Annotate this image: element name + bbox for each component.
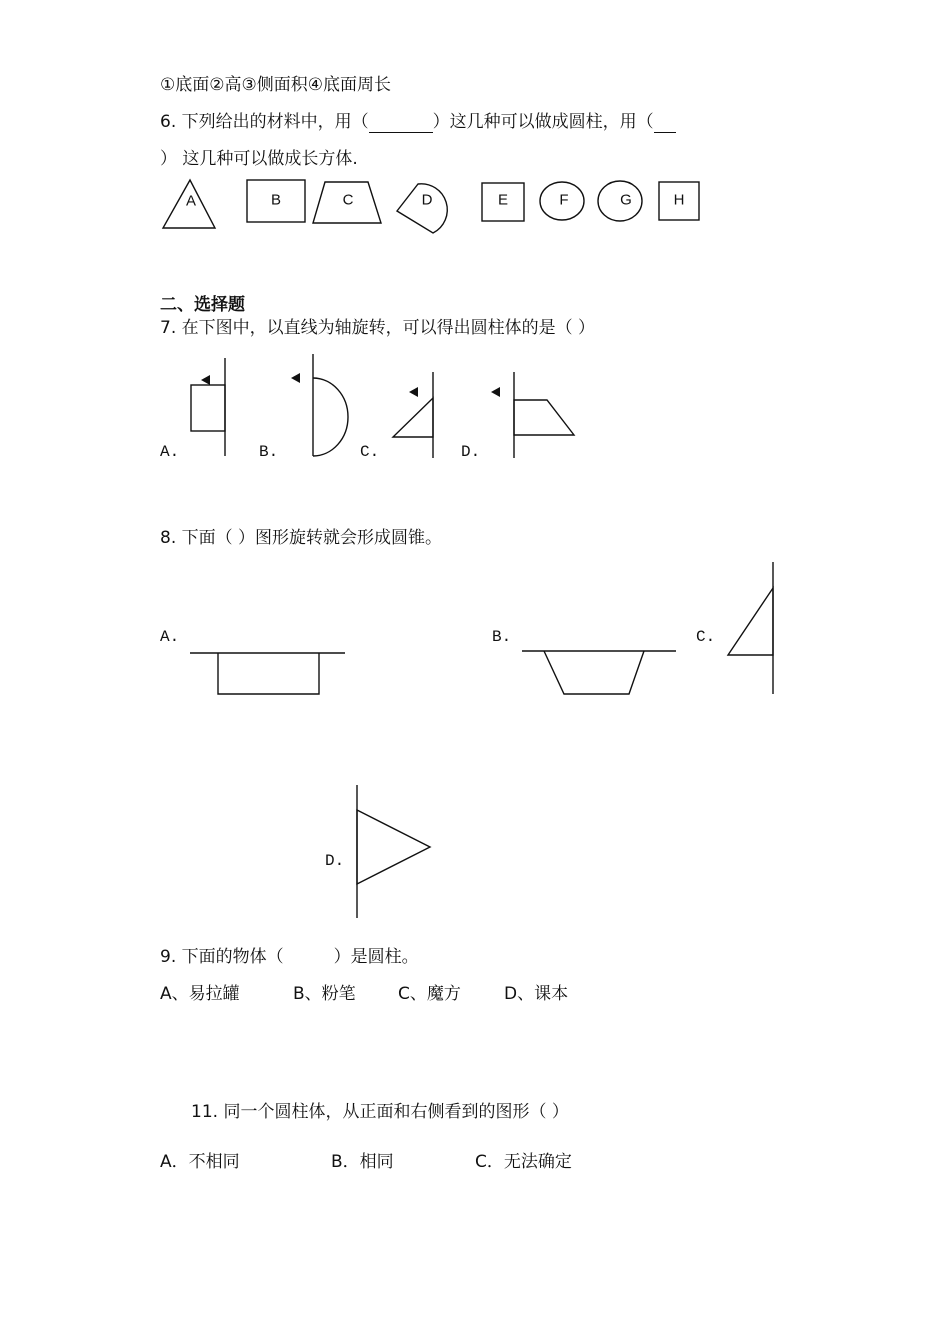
q9-option-b[interactable]: B、粉笔 — [293, 984, 356, 1004]
q8-d-triangle — [357, 810, 430, 884]
q7-d-trapezoid — [514, 400, 574, 435]
q6-line2: ） 这几种可以做成长方体. — [160, 149, 358, 169]
q7-c-arrow-icon — [409, 387, 418, 397]
q11-question — [191, 1101, 569, 1123]
q8-a-rectangle — [218, 653, 319, 694]
q8-option-a[interactable]: A. — [160, 628, 180, 646]
q5-options: ①底面②高③侧面积④底面周长 — [160, 75, 391, 95]
q9-text-a: 下面的物体（ — [181, 947, 284, 967]
q8-question — [160, 527, 442, 549]
q8-b-trapezoid — [544, 651, 644, 694]
q6-shape-a-label: A — [185, 192, 197, 210]
q9-question — [160, 946, 419, 968]
q7-c-triangle — [393, 398, 433, 437]
q11-option-c[interactable]: C．无法确定 — [475, 1152, 572, 1172]
q7-d-arrow-icon — [491, 387, 500, 397]
q9-text-b: ）是圆柱。 — [333, 947, 419, 967]
q6-text-b: ）这几种可以做成圆柱，用（ — [432, 112, 654, 132]
q8-option-d[interactable]: D. — [325, 852, 345, 870]
section-2-title: 二、选择题 — [160, 295, 245, 315]
q9-number: 9. — [160, 947, 177, 967]
q7-option-b[interactable]: B. — [259, 443, 279, 461]
q8-option-c[interactable]: C. — [696, 628, 716, 646]
q9-option-d[interactable]: D、课本 — [504, 984, 569, 1004]
q7-text: 在下图中，以直线为轴旋转，可以得出圆柱体的是（ ） — [181, 318, 596, 338]
q6-shape-b-label: B — [270, 191, 282, 209]
q7-b-semicircle — [313, 378, 348, 456]
q9-option-c[interactable]: C、魔方 — [398, 984, 461, 1004]
q9-option-a[interactable]: A、易拉罐 — [160, 984, 240, 1004]
q11-option-a[interactable]: A．不相同 — [160, 1152, 240, 1172]
q7-a-rectangle — [191, 385, 225, 431]
q6-number: 6. — [160, 112, 177, 132]
q7-a-arrow-icon — [201, 375, 210, 385]
q7-option-a[interactable]: A. — [160, 443, 180, 461]
q11-option-b[interactable]: B．相同 — [331, 1152, 394, 1172]
q6-shape-c-label: C — [342, 191, 354, 209]
q6-shape-h-label: H — [673, 191, 685, 209]
q7-option-c[interactable]: C. — [360, 443, 380, 461]
q8-option-b[interactable]: B. — [492, 628, 512, 646]
q7-number: 7. — [160, 318, 177, 338]
q8-text: 下面（ ）图形旋转就会形成圆锥。 — [181, 528, 443, 548]
q11-text: 同一个圆柱体，从正面和右侧看到的图形（ ） — [223, 1102, 569, 1122]
q8-c-triangle — [728, 588, 773, 655]
q6-shape-d-label: D — [421, 191, 433, 209]
q11-number: 11. — [191, 1102, 219, 1122]
q6-text-a: 下列给出的材料中，用（ — [181, 112, 369, 132]
q8-number: 8. — [160, 528, 177, 548]
q7-question — [160, 317, 595, 339]
q7-option-d[interactable]: D. — [461, 443, 481, 461]
q7-b-arrow-icon — [291, 373, 300, 383]
q6-shape-e-label: E — [497, 191, 509, 209]
q6-shape-g-label: G — [620, 191, 632, 209]
q6-shape-f-label: F — [559, 191, 569, 209]
